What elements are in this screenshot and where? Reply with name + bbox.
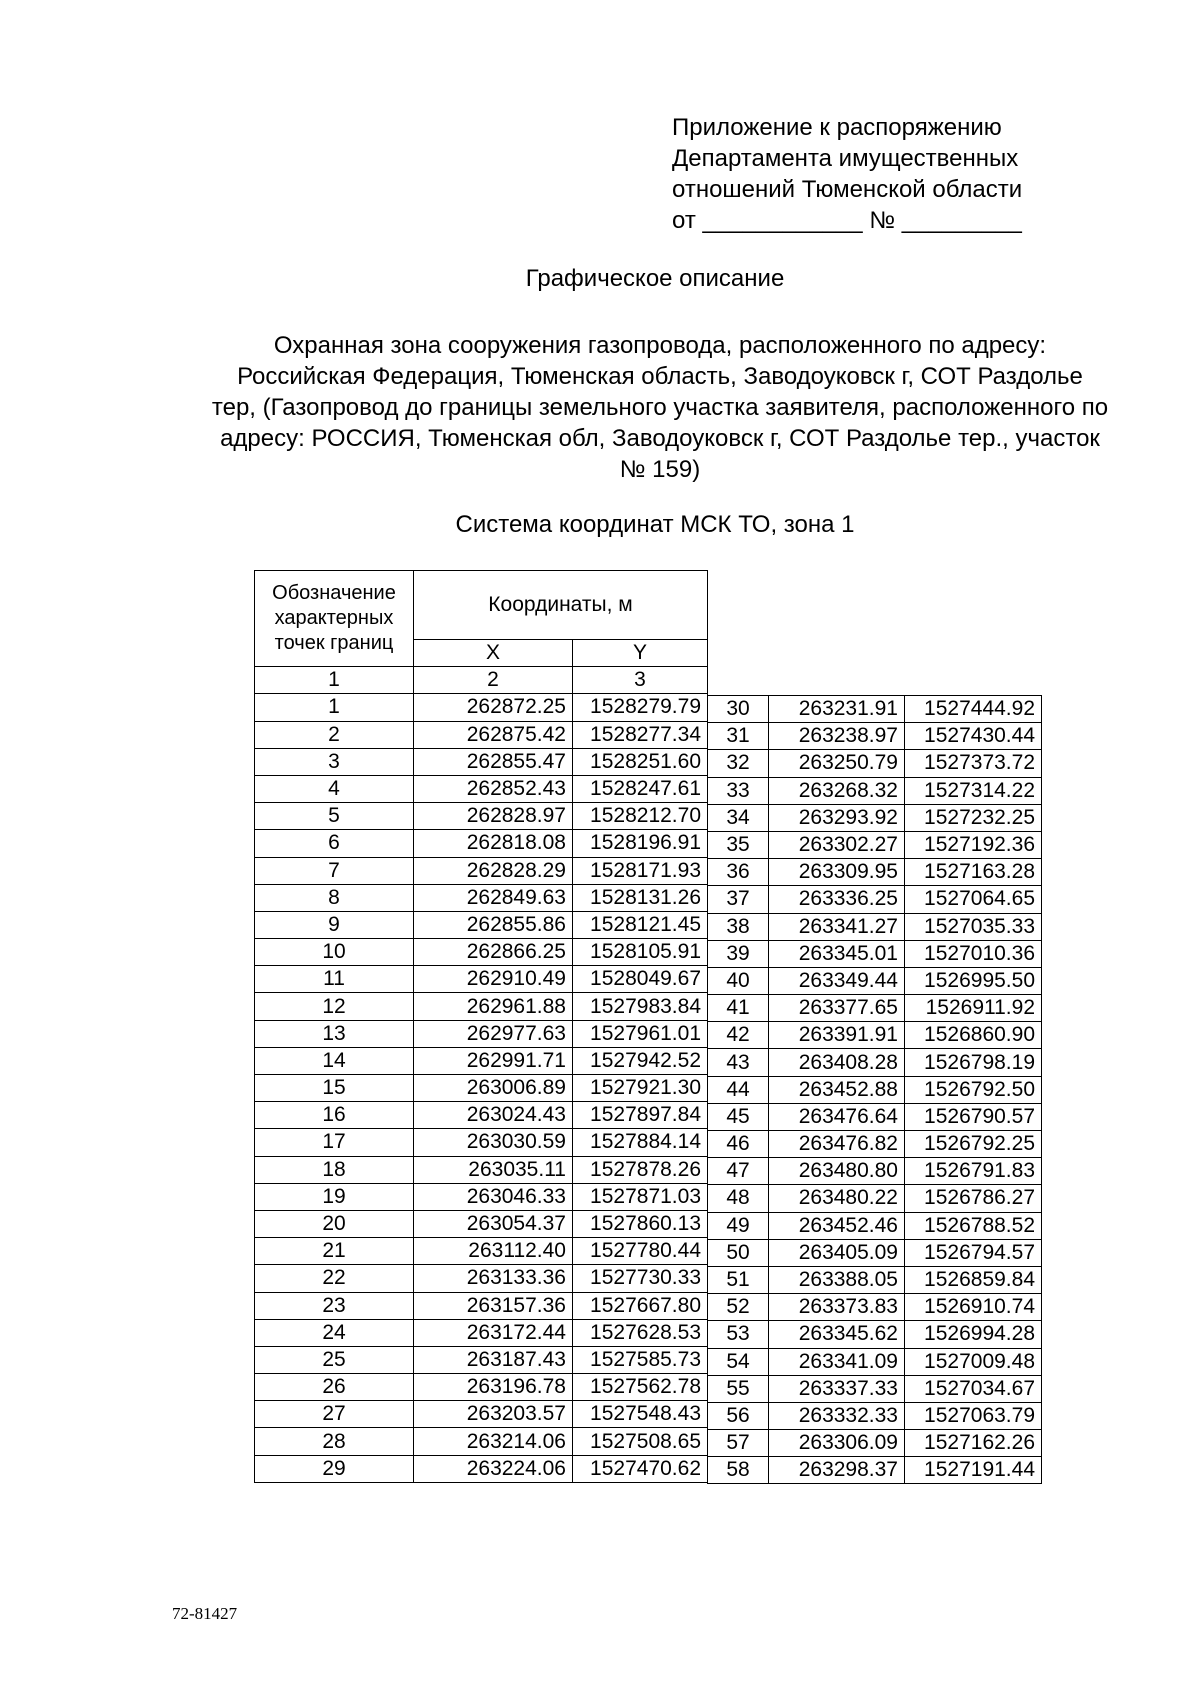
table-row xyxy=(255,966,708,993)
x-coordinate: 263373.83 xyxy=(769,1294,905,1321)
table-row xyxy=(708,1321,1042,1348)
column-number-row xyxy=(255,667,708,694)
point-number: 32 xyxy=(708,750,769,777)
y-coordinate: 1528277.34 xyxy=(573,721,708,748)
x-coordinate: 263006.89 xyxy=(414,1075,573,1102)
table-row xyxy=(708,940,1042,967)
table-row xyxy=(255,1102,708,1129)
point-number: 14 xyxy=(255,1047,414,1074)
y-coordinate: 1527163.28 xyxy=(905,859,1042,886)
table-row xyxy=(255,884,708,911)
y-coordinate: 1528196.91 xyxy=(573,830,708,857)
x-coordinate: 263405.09 xyxy=(769,1239,905,1266)
header-y: Y xyxy=(573,640,708,667)
point-number: 25 xyxy=(255,1346,414,1373)
y-coordinate: 1527860.13 xyxy=(573,1210,708,1237)
y-coordinate: 1528049.67 xyxy=(573,966,708,993)
x-coordinate: 262961.88 xyxy=(414,993,573,1020)
table-row xyxy=(255,857,708,884)
y-coordinate: 1527730.33 xyxy=(573,1265,708,1292)
y-coordinate: 1527562.78 xyxy=(573,1374,708,1401)
y-coordinate: 1526794.57 xyxy=(905,1239,1042,1266)
description-line-1: Охранная зона сооружения газопровода, расположенного по адресу: xyxy=(273,332,1047,359)
description-line-3: тер, (Газопровод до границы земельного участка заявителя, расположенного по xyxy=(211,394,1109,421)
table-row xyxy=(255,803,708,830)
y-coordinate: 1527983.84 xyxy=(573,993,708,1020)
y-coordinate: 1526860.90 xyxy=(905,1022,1042,1049)
point-number: 41 xyxy=(708,995,769,1022)
x-coordinate: 263480.80 xyxy=(769,1158,905,1185)
point-number: 18 xyxy=(255,1156,414,1183)
point-number: 45 xyxy=(708,1103,769,1130)
y-coordinate: 1528131.26 xyxy=(573,884,708,911)
x-coordinate: 263332.33 xyxy=(769,1402,905,1429)
point-number: 40 xyxy=(708,967,769,994)
x-coordinate: 263238.97 xyxy=(769,723,905,750)
point-number: 37 xyxy=(708,886,769,913)
point-number: 33 xyxy=(708,777,769,804)
coordinates-table-right xyxy=(707,695,1042,1484)
x-coordinate: 262849.63 xyxy=(414,884,573,911)
point-number: 57 xyxy=(708,1430,769,1457)
appendix-line-4: от ____________ № _________ xyxy=(672,207,1022,234)
y-coordinate: 1526786.27 xyxy=(905,1185,1042,1212)
x-coordinate: 263157.36 xyxy=(414,1292,573,1319)
zone-description xyxy=(165,330,1155,485)
x-coordinate: 263391.91 xyxy=(769,1022,905,1049)
y-coordinate: 1527010.36 xyxy=(905,940,1042,967)
table-row xyxy=(708,777,1042,804)
y-coordinate: 1527921.30 xyxy=(573,1075,708,1102)
header-x: X xyxy=(414,640,573,667)
point-number: 1 xyxy=(255,694,414,721)
table-row xyxy=(255,1238,708,1265)
x-coordinate: 262875.42 xyxy=(414,721,573,748)
table-row xyxy=(255,1455,708,1482)
table-row xyxy=(708,1430,1042,1457)
table-row xyxy=(255,911,708,938)
point-number: 4 xyxy=(255,775,414,802)
column-number-3: 3 xyxy=(573,667,708,694)
point-number: 34 xyxy=(708,804,769,831)
table-row xyxy=(708,1212,1042,1239)
table-row xyxy=(255,694,708,721)
x-coordinate: 263112.40 xyxy=(414,1238,573,1265)
table-row xyxy=(708,723,1042,750)
point-number: 11 xyxy=(255,966,414,993)
table-row xyxy=(255,1346,708,1373)
x-coordinate: 263196.78 xyxy=(414,1374,573,1401)
y-coordinate: 1527548.43 xyxy=(573,1401,708,1428)
table-row xyxy=(255,939,708,966)
x-coordinate: 262828.29 xyxy=(414,857,573,884)
point-number: 42 xyxy=(708,1022,769,1049)
point-number: 52 xyxy=(708,1294,769,1321)
y-coordinate: 1526798.19 xyxy=(905,1049,1042,1076)
x-coordinate: 263476.82 xyxy=(769,1131,905,1158)
table-row xyxy=(708,1294,1042,1321)
point-number: 9 xyxy=(255,911,414,938)
point-number: 22 xyxy=(255,1265,414,1292)
header-coordinates: Координаты, м xyxy=(414,571,708,640)
x-coordinate: 263349.44 xyxy=(769,967,905,994)
right-table-body xyxy=(708,696,1042,1484)
table-row xyxy=(708,1266,1042,1293)
table-row xyxy=(255,1292,708,1319)
y-coordinate: 1527034.67 xyxy=(905,1375,1042,1402)
y-coordinate: 1528105.91 xyxy=(573,939,708,966)
x-coordinate: 262910.49 xyxy=(414,966,573,993)
y-coordinate: 1527470.62 xyxy=(573,1455,708,1482)
x-coordinate: 263452.46 xyxy=(769,1212,905,1239)
x-coordinate: 263452.88 xyxy=(769,1076,905,1103)
table-row xyxy=(708,1103,1042,1130)
point-number: 24 xyxy=(255,1319,414,1346)
table-row xyxy=(708,1076,1042,1103)
x-coordinate: 263024.43 xyxy=(414,1102,573,1129)
x-coordinate: 262855.86 xyxy=(414,911,573,938)
table-row xyxy=(708,1022,1042,1049)
point-number: 47 xyxy=(708,1158,769,1185)
x-coordinate: 263341.09 xyxy=(769,1348,905,1375)
x-coordinate: 263345.62 xyxy=(769,1321,905,1348)
x-coordinate: 263388.05 xyxy=(769,1266,905,1293)
table-row xyxy=(255,1020,708,1047)
point-number: 17 xyxy=(255,1129,414,1156)
point-number: 21 xyxy=(255,1238,414,1265)
x-coordinate: 262866.25 xyxy=(414,939,573,966)
table-row xyxy=(255,748,708,775)
y-coordinate: 1527878.26 xyxy=(573,1156,708,1183)
point-number: 36 xyxy=(708,859,769,886)
table-row xyxy=(708,1457,1042,1484)
x-coordinate: 263408.28 xyxy=(769,1049,905,1076)
y-coordinate: 1527064.65 xyxy=(905,886,1042,913)
point-number: 7 xyxy=(255,857,414,884)
table-row xyxy=(255,1129,708,1156)
y-coordinate: 1526792.50 xyxy=(905,1076,1042,1103)
table-row xyxy=(708,831,1042,858)
x-coordinate: 262855.47 xyxy=(414,748,573,775)
point-number: 35 xyxy=(708,831,769,858)
x-coordinate: 263231.91 xyxy=(769,696,905,723)
appendix-line-3: отношений Тюменской области xyxy=(672,176,1023,203)
table-row xyxy=(255,721,708,748)
y-coordinate: 1527232.25 xyxy=(905,804,1042,831)
point-number: 49 xyxy=(708,1212,769,1239)
left-table-body xyxy=(255,694,708,1482)
point-number: 48 xyxy=(708,1185,769,1212)
point-number: 43 xyxy=(708,1049,769,1076)
x-coordinate: 263250.79 xyxy=(769,750,905,777)
point-number: 58 xyxy=(708,1457,769,1484)
table-row xyxy=(255,1319,708,1346)
column-number-1: 1 xyxy=(255,667,414,694)
point-number: 50 xyxy=(708,1239,769,1266)
point-number: 8 xyxy=(255,884,414,911)
table-row xyxy=(255,1047,708,1074)
description-line-2: Российская Федерация, Тюменская область, Заводоуковск г, СОТ Раздолье xyxy=(237,363,1083,390)
x-coordinate: 263035.11 xyxy=(414,1156,573,1183)
table-row xyxy=(708,1049,1042,1076)
table-row xyxy=(708,886,1042,913)
table-row xyxy=(708,804,1042,831)
point-number: 6 xyxy=(255,830,414,857)
y-coordinate: 1527063.79 xyxy=(905,1402,1042,1429)
table-row xyxy=(708,1239,1042,1266)
y-coordinate: 1526791.83 xyxy=(905,1158,1042,1185)
table-row xyxy=(708,859,1042,886)
point-number: 2 xyxy=(255,721,414,748)
header-row xyxy=(255,571,708,640)
table-row xyxy=(255,1401,708,1428)
table-row xyxy=(708,995,1042,1022)
x-coordinate: 262818.08 xyxy=(414,830,573,857)
x-coordinate: 263341.27 xyxy=(769,913,905,940)
x-coordinate: 262991.71 xyxy=(414,1047,573,1074)
table-row xyxy=(708,1158,1042,1185)
x-coordinate: 263302.27 xyxy=(769,831,905,858)
y-coordinate: 1527897.84 xyxy=(573,1102,708,1129)
y-coordinate: 1526792.25 xyxy=(905,1131,1042,1158)
y-coordinate: 1526995.50 xyxy=(905,967,1042,994)
x-coordinate: 263054.37 xyxy=(414,1210,573,1237)
appendix-line-1: Приложение к распоряжению xyxy=(672,114,1002,141)
y-coordinate: 1527162.26 xyxy=(905,1430,1042,1457)
y-coordinate: 1527884.14 xyxy=(573,1129,708,1156)
point-number: 26 xyxy=(255,1374,414,1401)
point-number: 19 xyxy=(255,1183,414,1210)
x-coordinate: 263293.92 xyxy=(769,804,905,831)
y-coordinate: 1527373.72 xyxy=(905,750,1042,777)
y-coordinate: 1526788.52 xyxy=(905,1212,1042,1239)
y-coordinate: 1527508.65 xyxy=(573,1428,708,1455)
table-row xyxy=(708,913,1042,940)
x-coordinate: 263214.06 xyxy=(414,1428,573,1455)
x-coordinate: 262872.25 xyxy=(414,694,573,721)
table-row xyxy=(708,1375,1042,1402)
point-number: 29 xyxy=(255,1455,414,1482)
x-coordinate: 263309.95 xyxy=(769,859,905,886)
coordinates-table-left xyxy=(254,570,708,1483)
point-number: 53 xyxy=(708,1321,769,1348)
point-number: 12 xyxy=(255,993,414,1020)
point-number: 51 xyxy=(708,1266,769,1293)
table-row xyxy=(255,1428,708,1455)
y-coordinate: 1528121.45 xyxy=(573,911,708,938)
table-row xyxy=(255,1374,708,1401)
table-row xyxy=(708,967,1042,994)
y-coordinate: 1527667.80 xyxy=(573,1292,708,1319)
y-coordinate: 1528279.79 xyxy=(573,694,708,721)
table-row xyxy=(255,993,708,1020)
point-number: 27 xyxy=(255,1401,414,1428)
point-number: 23 xyxy=(255,1292,414,1319)
point-number: 56 xyxy=(708,1402,769,1429)
y-coordinate: 1528251.60 xyxy=(573,748,708,775)
x-coordinate: 263030.59 xyxy=(414,1129,573,1156)
x-coordinate: 263298.37 xyxy=(769,1457,905,1484)
x-coordinate: 262828.97 xyxy=(414,803,573,830)
point-number: 10 xyxy=(255,939,414,966)
y-coordinate: 1527585.73 xyxy=(573,1346,708,1373)
y-coordinate: 1528212.70 xyxy=(573,803,708,830)
column-number-2: 2 xyxy=(414,667,573,694)
point-number: 38 xyxy=(708,913,769,940)
y-coordinate: 1527314.22 xyxy=(905,777,1042,804)
y-coordinate: 1527009.48 xyxy=(905,1348,1042,1375)
table-row xyxy=(255,1183,708,1210)
description-line-5: № 159) xyxy=(619,456,701,483)
x-coordinate: 263224.06 xyxy=(414,1455,573,1482)
table-row xyxy=(708,1185,1042,1212)
point-number: 16 xyxy=(255,1102,414,1129)
x-coordinate: 262977.63 xyxy=(414,1020,573,1047)
y-coordinate: 1526911.92 xyxy=(905,995,1042,1022)
y-coordinate: 1527430.44 xyxy=(905,723,1042,750)
point-number: 15 xyxy=(255,1075,414,1102)
point-number: 3 xyxy=(255,748,414,775)
description-line-4: адресу: РОССИЯ, Тюменская обл, Заводоуковск г, СОТ Раздолье тер., участок xyxy=(220,425,1100,452)
y-coordinate: 1528171.93 xyxy=(573,857,708,884)
table-row xyxy=(255,1265,708,1292)
y-coordinate: 1527628.53 xyxy=(573,1319,708,1346)
appendix-line-2: Департамента имущественных xyxy=(672,145,1019,172)
x-coordinate: 263172.44 xyxy=(414,1319,573,1346)
point-number: 30 xyxy=(708,696,769,723)
table-row xyxy=(708,1131,1042,1158)
y-coordinate: 1527191.44 xyxy=(905,1457,1042,1484)
x-coordinate: 263345.01 xyxy=(769,940,905,967)
point-number: 13 xyxy=(255,1020,414,1047)
y-coordinate: 1527035.33 xyxy=(905,913,1042,940)
y-coordinate: 1527444.92 xyxy=(905,696,1042,723)
table-row xyxy=(708,1402,1042,1429)
y-coordinate: 1527961.01 xyxy=(573,1020,708,1047)
x-coordinate: 263480.22 xyxy=(769,1185,905,1212)
table-row xyxy=(708,750,1042,777)
x-coordinate: 263337.33 xyxy=(769,1375,905,1402)
x-coordinate: 263187.43 xyxy=(414,1346,573,1373)
point-number: 39 xyxy=(708,940,769,967)
x-coordinate: 263336.25 xyxy=(769,886,905,913)
y-coordinate: 1527942.52 xyxy=(573,1047,708,1074)
header-point-designation: Обозначение характерных точек границ xyxy=(255,571,414,667)
point-number: 20 xyxy=(255,1210,414,1237)
point-number: 46 xyxy=(708,1131,769,1158)
table-row xyxy=(255,1075,708,1102)
y-coordinate: 1526910.74 xyxy=(905,1294,1042,1321)
footer-code: 72-81427 xyxy=(172,1604,238,1623)
y-coordinate: 1526790.57 xyxy=(905,1103,1042,1130)
point-number: 44 xyxy=(708,1076,769,1103)
y-coordinate: 1527871.03 xyxy=(573,1183,708,1210)
y-coordinate: 1526994.28 xyxy=(905,1321,1042,1348)
table-row xyxy=(255,830,708,857)
y-coordinate: 1527780.44 xyxy=(573,1238,708,1265)
x-coordinate: 263377.65 xyxy=(769,995,905,1022)
point-number: 31 xyxy=(708,723,769,750)
point-number: 28 xyxy=(255,1428,414,1455)
point-number: 54 xyxy=(708,1348,769,1375)
x-coordinate: 263046.33 xyxy=(414,1183,573,1210)
table-row xyxy=(255,1210,708,1237)
y-coordinate: 1526859.84 xyxy=(905,1266,1042,1293)
table-row xyxy=(708,696,1042,723)
x-coordinate: 263306.09 xyxy=(769,1430,905,1457)
x-coordinate: 263268.32 xyxy=(769,777,905,804)
appendix-header xyxy=(672,112,1022,236)
coordinate-system: Система координат МСК ТО, зона 1 xyxy=(455,511,855,538)
x-coordinate: 263133.36 xyxy=(414,1265,573,1292)
x-coordinate: 263476.64 xyxy=(769,1103,905,1130)
table-row xyxy=(708,1348,1042,1375)
document-title: Графическое описание xyxy=(525,265,785,292)
table-row xyxy=(255,1156,708,1183)
table-row xyxy=(255,775,708,802)
x-coordinate: 263203.57 xyxy=(414,1401,573,1428)
point-number: 55 xyxy=(708,1375,769,1402)
y-coordinate: 1528247.61 xyxy=(573,775,708,802)
point-number: 5 xyxy=(255,803,414,830)
y-coordinate: 1527192.36 xyxy=(905,831,1042,858)
x-coordinate: 262852.43 xyxy=(414,775,573,802)
